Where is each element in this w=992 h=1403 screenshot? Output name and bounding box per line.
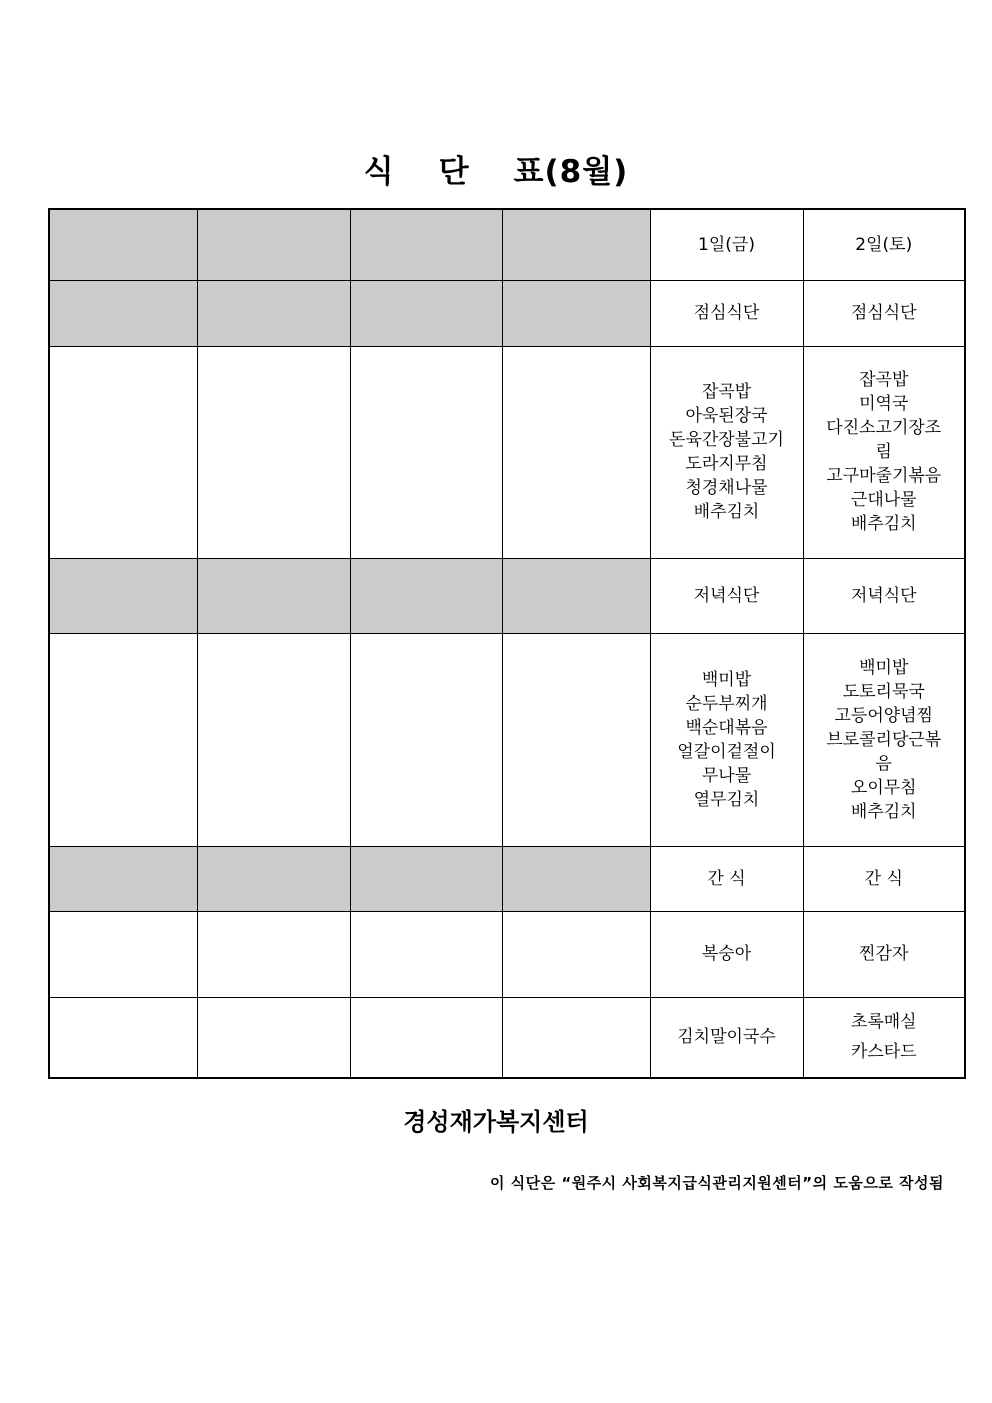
menu-item: 초록매실 <box>850 1012 917 1033</box>
menu-item: 도라지무침 <box>685 454 768 474</box>
empty-cell <box>197 280 350 346</box>
empty-cell <box>350 346 502 558</box>
menu-item: 열무김치 <box>693 789 760 810</box>
menu-item: 근대나물 <box>850 490 917 510</box>
snack-label: 간 식 <box>803 846 965 911</box>
empty-cell <box>197 633 350 846</box>
snack-row-2 <box>49 997 965 1078</box>
empty-cell <box>49 558 197 633</box>
dinner-menu-row <box>49 633 965 846</box>
menu-item: 아욱된장국 <box>685 406 768 426</box>
empty-cell <box>49 346 197 558</box>
menu-item: 김치말이국수 <box>677 1027 776 1048</box>
lunch-label-row <box>49 280 965 346</box>
snack-item-day2 <box>803 997 965 1078</box>
menu-item: 카스타드 <box>850 1042 917 1063</box>
empty-cell <box>350 558 502 633</box>
empty-cell <box>197 209 350 280</box>
menu-item: 청경채나물 <box>685 478 768 498</box>
menu-item: 돈육간장불고기 <box>669 430 784 450</box>
lunch-label: 점심식단 <box>650 280 803 346</box>
lunch-menu-day1 <box>650 346 803 558</box>
menu-item: 얼갈이겉절이 <box>677 741 776 762</box>
date-cell: 1일(금) <box>650 209 803 280</box>
menu-item: 백미밥 <box>701 669 752 690</box>
empty-cell <box>502 558 650 633</box>
empty-cell <box>502 997 650 1078</box>
lunch-menu-day2 <box>803 346 965 558</box>
menu-item: 순두부찌개 <box>685 693 768 714</box>
dinner-menu-day1 <box>650 633 803 846</box>
dinner-menu-day2 <box>803 633 965 846</box>
empty-cell <box>350 209 502 280</box>
title-part2: 단 <box>438 154 470 190</box>
empty-cell <box>350 846 502 911</box>
empty-cell <box>350 633 502 846</box>
empty-cell <box>197 911 350 997</box>
empty-cell <box>502 846 650 911</box>
menu-item: 고구마줄기볶음 <box>826 466 942 486</box>
menu-item: 잡곡밥 <box>701 382 752 402</box>
menu-item: 오이무침 <box>850 777 917 798</box>
empty-cell <box>197 346 350 558</box>
meal-table <box>48 208 966 1079</box>
snack-item-day1 <box>650 997 803 1078</box>
snack-label-row <box>49 846 965 911</box>
dinner-label: 저녁식단 <box>803 558 965 633</box>
snack-row-1 <box>49 911 965 997</box>
title-part3: 표(8월) <box>513 154 629 190</box>
title-part1: 식 <box>363 154 395 190</box>
menu-item: 브로콜리당근볶 <box>826 729 942 750</box>
menu-item: 백순대볶음 <box>685 717 768 738</box>
empty-cell <box>49 997 197 1078</box>
empty-cell <box>502 280 650 346</box>
lunch-menu-row <box>49 346 965 558</box>
menu-item: 잡곡밥 <box>859 370 909 390</box>
menu-item: 배추김치 <box>850 514 917 534</box>
menu-item: 고등어양념찜 <box>834 705 934 726</box>
menu-item: 도토리묵국 <box>842 681 925 702</box>
date-row <box>49 209 965 280</box>
page-title <box>0 146 992 196</box>
empty-cell <box>49 911 197 997</box>
snack-label: 간 식 <box>650 846 803 911</box>
empty-cell <box>350 997 502 1078</box>
menu-item: 배추김치 <box>850 801 917 822</box>
empty-cell <box>350 911 502 997</box>
empty-cell <box>49 280 197 346</box>
menu-item: 무나물 <box>701 765 752 786</box>
dinner-label: 저녁식단 <box>650 558 803 633</box>
dinner-label-row <box>49 558 965 633</box>
menu-item: 다진소고기장조 <box>826 418 942 438</box>
empty-cell <box>502 346 650 558</box>
snack-item: 찐감자 <box>803 911 965 997</box>
menu-item: 음 <box>875 753 892 774</box>
empty-cell <box>197 997 350 1078</box>
menu-item: 백미밥 <box>859 657 909 678</box>
date-cell: 2일(토) <box>803 209 965 280</box>
empty-cell <box>502 209 650 280</box>
empty-cell <box>197 558 350 633</box>
credit-note: 이 식단은 “원주시 사회복지급식관리지원센터”의 도움으로 작성됨 <box>489 1174 944 1192</box>
lunch-label: 점심식단 <box>803 280 965 346</box>
empty-cell <box>502 633 650 846</box>
menu-item: 배추김치 <box>693 502 760 522</box>
empty-cell <box>350 280 502 346</box>
menu-item: 미역국 <box>859 394 909 414</box>
empty-cell <box>197 846 350 911</box>
empty-cell <box>502 911 650 997</box>
empty-cell <box>49 846 197 911</box>
empty-cell <box>49 209 197 280</box>
menu-item: 림 <box>875 442 892 462</box>
empty-cell <box>49 633 197 846</box>
snack-item: 복숭아 <box>650 911 803 997</box>
organization-name: 경성재가복지센터 <box>403 1108 589 1136</box>
